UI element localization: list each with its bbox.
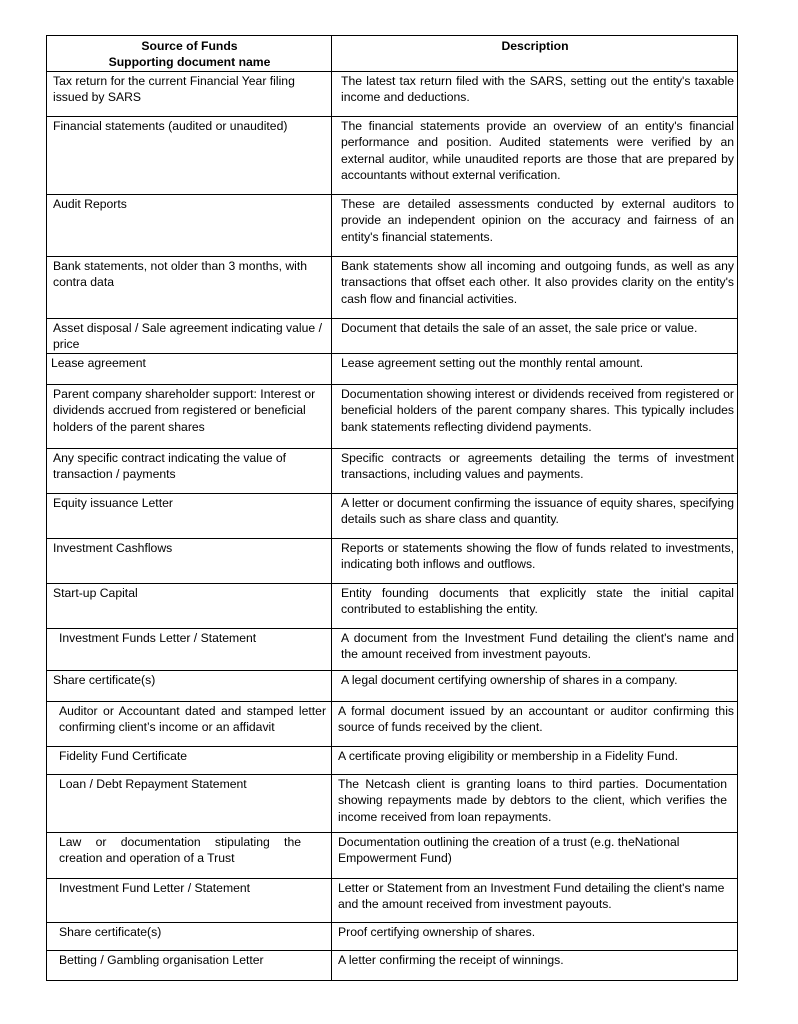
source-cell: Parent company shareholder support: Interest or dividends accrued from registered or beneficial holders of the parent shares — [47, 384, 332, 448]
description-cell: The Netcash client is granting loans to third parties. Documentation showing repayments made by debtors to the client, which verifies the income received from loan repayments. — [332, 774, 738, 832]
description-cell: The latest tax return filed with the SARS, setting out the entity's taxable income and deductions. — [332, 72, 738, 117]
table-row — [47, 670, 738, 701]
description-cell: The financial statements provide an overview of an entity's financial performance and position. Audited statements were verified by an external auditor, while unaudited reports are those that are prepared by accountants without external verification. — [332, 117, 738, 195]
description-cell: Documentation showing interest or dividends received from registered or beneficial holders of the parent company shares. This typically includes bank statements reflecting dividend payments. — [332, 384, 738, 448]
description-cell: These are detailed assessments conducted by external auditors to provide an independent opinion on the accuracy and fairness of an entity's financial statements. — [332, 195, 738, 257]
source-cell: Bank statements, not older than 3 months, with contra data — [47, 257, 332, 319]
description-cell: A letter or document confirming the issuance of equity shares, specifying details such as share class and quantity. — [332, 493, 738, 538]
source-cell: Share certificate(s) — [47, 670, 332, 701]
table-row — [47, 195, 738, 257]
source-cell: Start-up Capital — [47, 583, 332, 628]
table-header-row — [47, 36, 738, 72]
source-cell: Any specific contract indicating the value of transaction / payments — [47, 448, 332, 493]
description-cell: Letter or Statement from an Investment Fund detailing the client's name and the amount received from investment payouts. — [332, 878, 738, 922]
description-cell: A letter confirming the receipt of winnings. — [332, 950, 738, 980]
column-header-description: Description — [332, 36, 738, 72]
table-row — [47, 72, 738, 117]
table-row — [47, 583, 738, 628]
table-row — [47, 538, 738, 583]
source-cell: Equity issuance Letter — [47, 493, 332, 538]
source-of-funds-table — [46, 35, 738, 981]
description-cell: Entity founding documents that explicitly state the initial capital contributed to establishing the entity. — [332, 583, 738, 628]
description-cell: Specific contracts or agreements detailing the terms of investment transactions, including values and payments. — [332, 448, 738, 493]
source-cell: Audit Reports — [47, 195, 332, 257]
source-cell: Loan / Debt Repayment Statement — [47, 774, 332, 832]
source-cell: Investment Fund Letter / Statement — [47, 878, 332, 922]
description-cell: Lease agreement setting out the monthly rental amount. — [332, 353, 738, 384]
source-cell: Lease agreement — [47, 353, 332, 384]
source-cell: Auditor or Accountant dated and stamped letter confirming client’s income or an affidavit — [47, 701, 332, 746]
source-cell: Betting / Gambling organisation Letter — [47, 950, 332, 980]
table-row — [47, 832, 738, 878]
source-cell: Tax return for the current Financial Year filing issued by SARS — [47, 72, 332, 117]
description-cell: Proof certifying ownership of shares. — [332, 922, 738, 950]
table-row — [47, 257, 738, 319]
column-header-source-line1: Source of Funds — [141, 39, 238, 53]
description-cell: A certificate proving eligibility or membership in a Fidelity Fund. — [332, 746, 738, 774]
description-cell: Documentation outlining the creation of a trust (e.g. theNational Empowerment Fund) — [332, 832, 738, 878]
source-cell: Fidelity Fund Certificate — [47, 746, 332, 774]
source-cell: Investment Cashflows — [47, 538, 332, 583]
source-cell: Financial statements (audited or unaudited) — [47, 117, 332, 195]
column-header-source-line2: Supporting document name — [108, 55, 271, 70]
description-cell: A document from the Investment Fund detailing the client's name and the amount received from investment payouts. — [332, 628, 738, 670]
table-row — [47, 384, 738, 448]
table-row — [47, 774, 738, 832]
description-cell: Bank statements show all incoming and outgoing funds, as well as any transactions that offset each other. It also provides clarity on the entity's cash flow and financial activities. — [332, 257, 738, 319]
table-row — [47, 878, 738, 922]
description-cell: Document that details the sale of an asset, the sale price or value. — [332, 319, 738, 354]
table-row — [47, 950, 738, 980]
table-row — [47, 922, 738, 950]
description-cell: A formal document issued by an accountant or auditor confirming this source of funds received by the client. — [332, 701, 738, 746]
description-cell: Reports or statements showing the flow of funds related to investments, indicating both inflows and outflows. — [332, 538, 738, 583]
table-row — [47, 493, 738, 538]
table-row — [47, 319, 738, 354]
table-row — [47, 746, 738, 774]
source-cell: Law or documentation stipulating the creation and operation of a Trust — [47, 832, 332, 878]
column-header-source — [47, 36, 332, 72]
source-cell: Investment Funds Letter / Statement — [47, 628, 332, 670]
source-cell: Asset disposal / Sale agreement indicating value / price — [47, 319, 332, 354]
table-row — [47, 117, 738, 195]
table-row — [47, 628, 738, 670]
table-row — [47, 701, 738, 746]
table-row — [47, 448, 738, 493]
description-cell: A legal document certifying ownership of shares in a company. — [332, 670, 738, 701]
table-row — [47, 353, 738, 384]
source-cell: Share certificate(s) — [47, 922, 332, 950]
